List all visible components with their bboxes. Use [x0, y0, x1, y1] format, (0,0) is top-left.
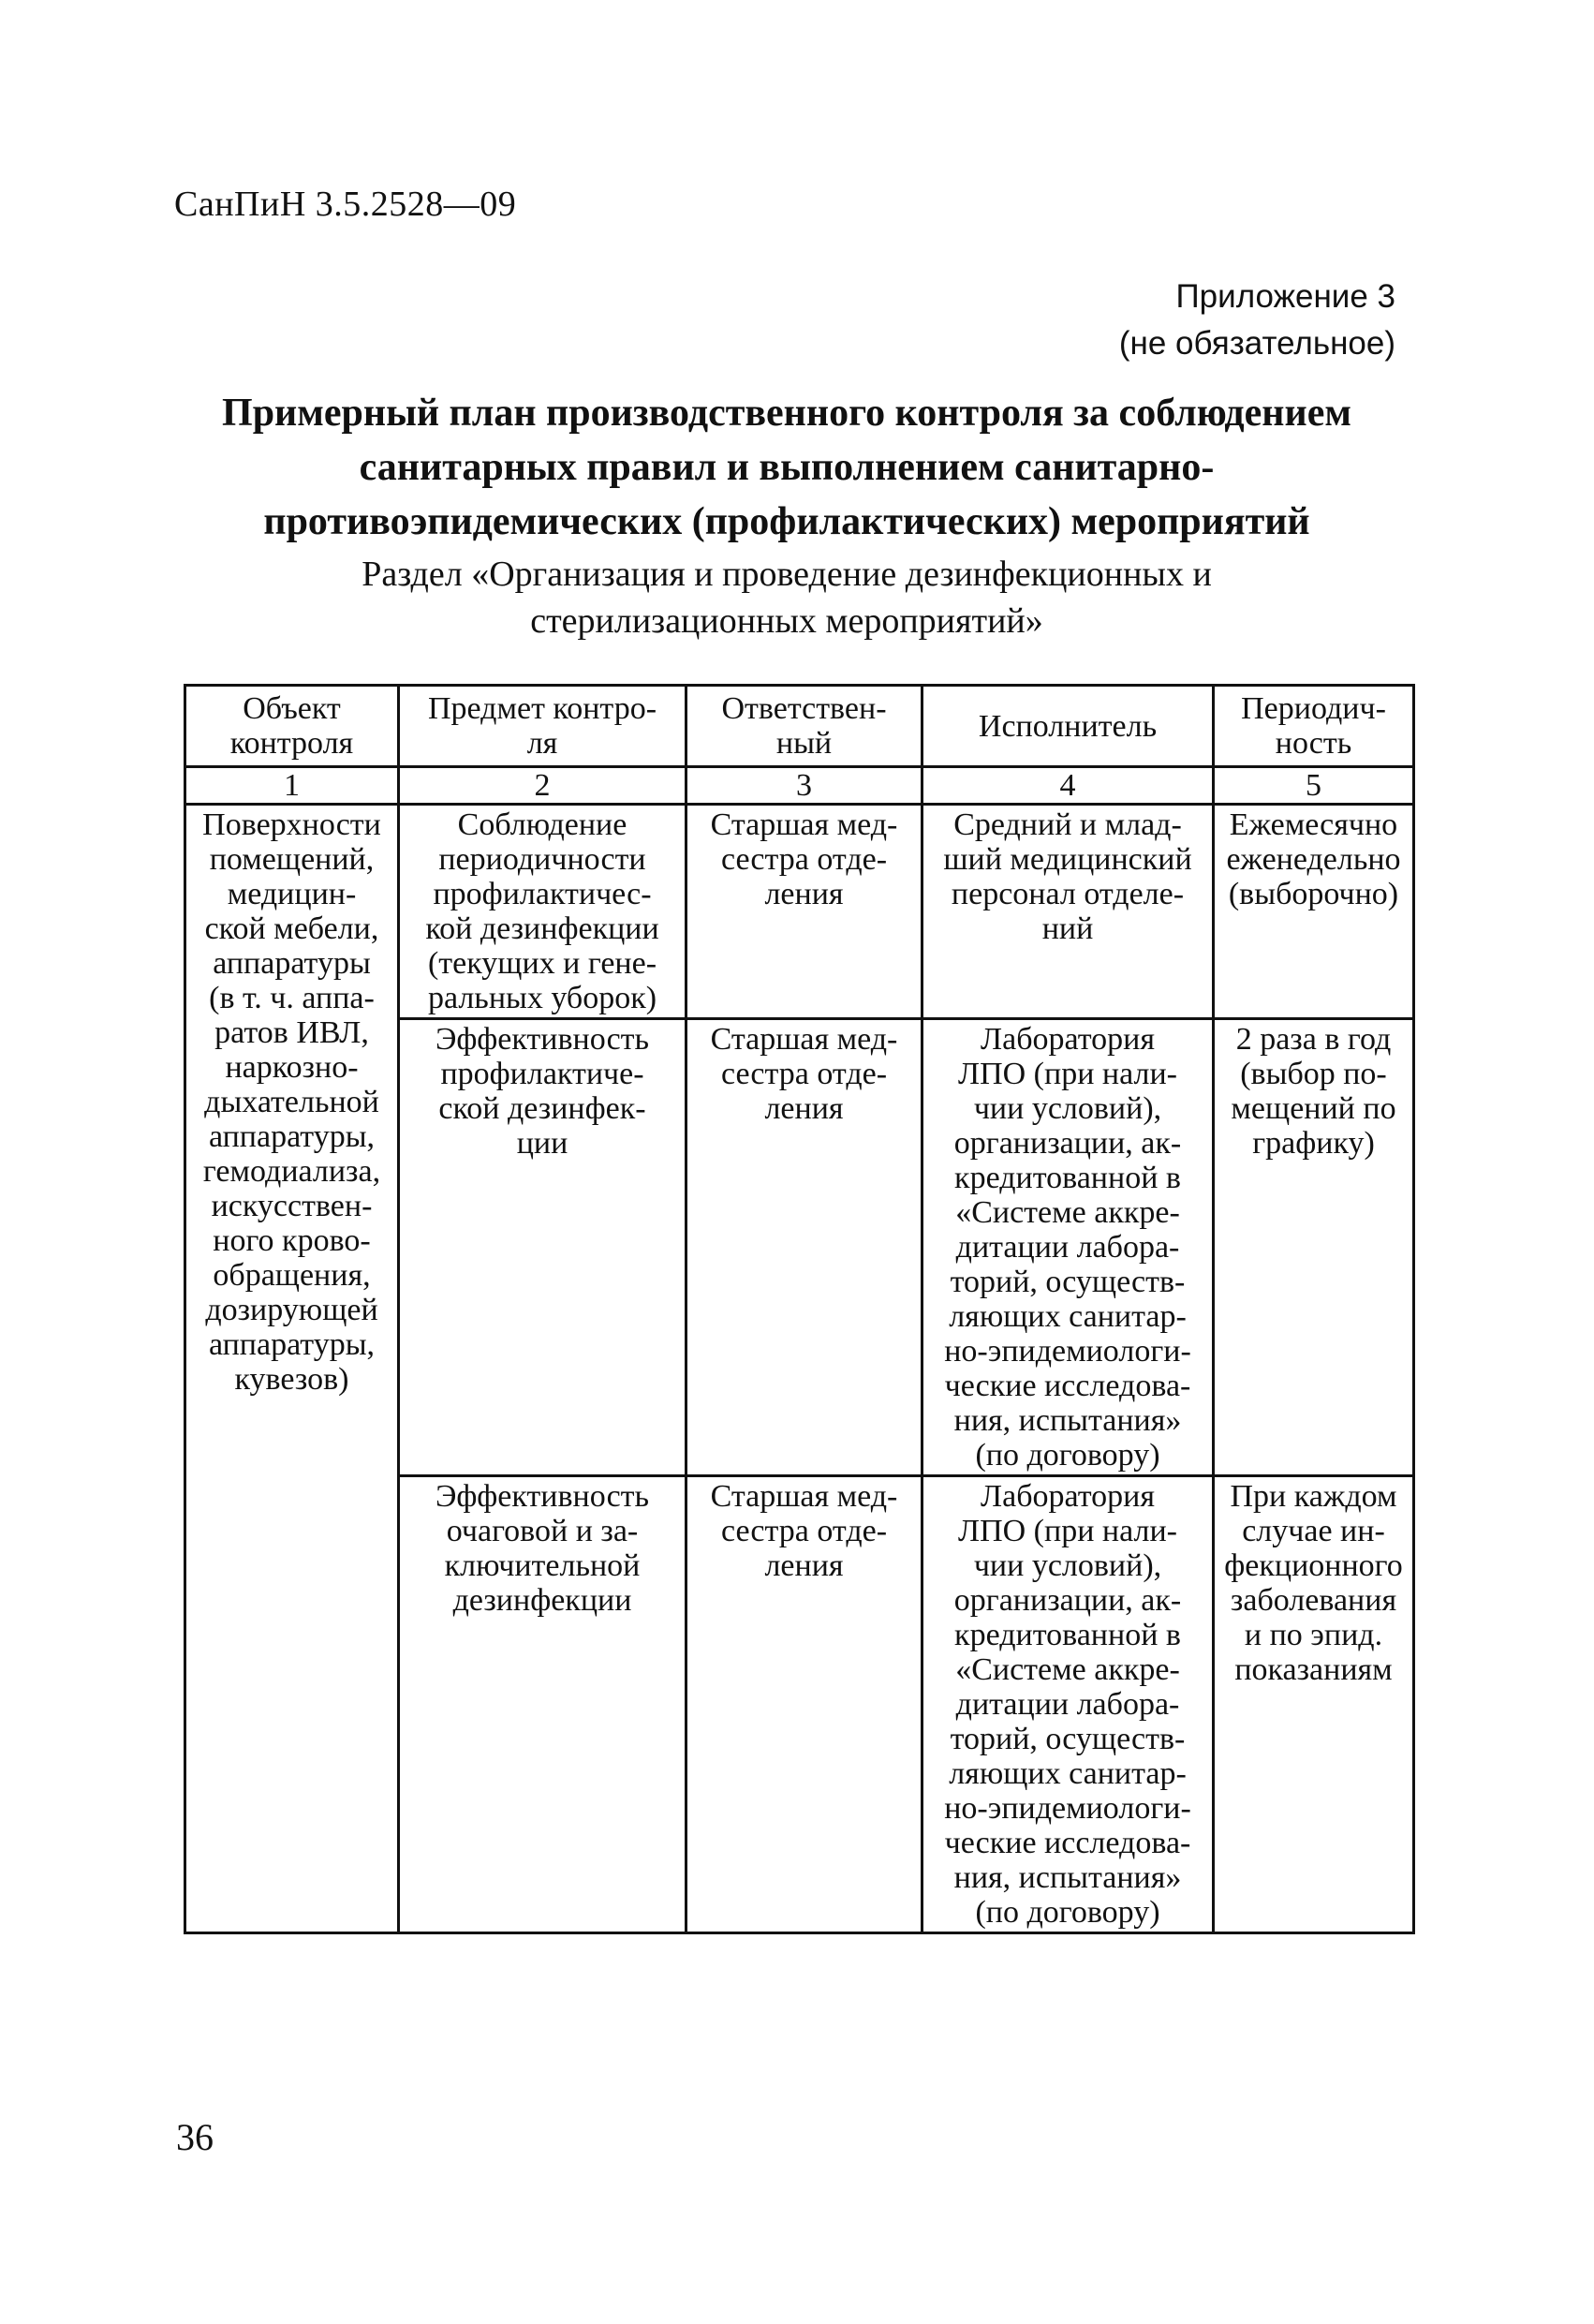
executor-cell	[922, 805, 1214, 1019]
periodicity-cell-line: показаниям	[1234, 1652, 1393, 1687]
executor-cell-line: ния, испытания»	[953, 1403, 1182, 1438]
document-code: СанПиН 3.5.2528—09	[174, 185, 517, 224]
subject-cell-line: дезинфекции	[452, 1583, 632, 1618]
object-cell-line: кувезов)	[234, 1362, 349, 1397]
object-cell-line: дыхательной	[204, 1085, 379, 1119]
section-title	[159, 551, 1414, 644]
title-line-2: санитарных правил и выполнением санитарно-	[359, 446, 1215, 489]
column-header-object-line-2: контроля	[229, 726, 354, 761]
subject-cell-line: ральных уборок)	[427, 981, 657, 1015]
executor-cell-line: чии условий),	[973, 1091, 1162, 1126]
executor-cell-line: Лаборатория	[981, 1479, 1155, 1514]
column-header-subject	[399, 686, 686, 767]
executor-cell-line: ляющих санитар-	[949, 1756, 1187, 1791]
column-header-responsible-line-2: ный	[775, 726, 833, 761]
executor-cell-line: «Системе аккре-	[955, 1652, 1180, 1687]
column-number-3: 3	[686, 767, 922, 805]
column-header-periodicity-line-1: Периодич-	[1241, 691, 1386, 726]
executor-cell	[922, 1019, 1214, 1476]
object-cell-line: помещений,	[209, 842, 375, 877]
periodicity-cell	[1214, 805, 1414, 1019]
object-cell-line: медицин-	[227, 877, 357, 911]
executor-cell-line: ния, испытания»	[953, 1860, 1182, 1895]
executor-cell-line: «Системе аккре-	[955, 1195, 1180, 1230]
column-header-responsible-line-1: Ответствен-	[721, 691, 887, 726]
responsible-cell-line: Старшая мед-	[710, 1479, 898, 1514]
object-cell-line: гемодиализа,	[202, 1154, 381, 1189]
column-header-object-line-1: Объект	[243, 691, 341, 726]
title-line-1: Примерный план производственного контроля за соблюдением	[222, 392, 1351, 435]
subject-cell-line: ции	[516, 1126, 568, 1161]
object-cell-line: Поверхности	[202, 807, 381, 842]
object-cell-line: искусствен-	[211, 1189, 373, 1223]
periodicity-cell-line: и по эпид.	[1244, 1618, 1383, 1652]
periodicity-cell-line: еженедельно	[1226, 842, 1401, 877]
executor-cell-line: ший медицинский	[943, 842, 1192, 877]
responsible-cell-line: сестра отде-	[720, 842, 888, 877]
responsible-cell	[686, 1019, 922, 1476]
responsible-cell-line: ления	[764, 877, 844, 911]
subject-cell-line: профилактичес-	[433, 877, 652, 911]
periodicity-cell-line: Ежемесячно	[1229, 807, 1398, 842]
subject-cell-line: ской дезинфек-	[438, 1091, 646, 1126]
object-cell-line: ской мебели,	[204, 911, 379, 946]
periodicity-cell-line: При каждом	[1230, 1479, 1397, 1514]
document-title	[159, 386, 1414, 549]
periodicity-cell	[1214, 1476, 1414, 1933]
object-cell-line: аппаратуры,	[208, 1327, 376, 1362]
title-line-3: противоэпидемических (профилактических) мероприятий	[263, 500, 1310, 543]
subject-cell-line: (текущих и гене-	[427, 946, 657, 981]
responsible-cell	[686, 805, 922, 1019]
periodicity-cell-line: мещений по	[1231, 1091, 1396, 1126]
periodicity-cell-line: 2 раза в год	[1235, 1022, 1392, 1057]
column-header-periodicity	[1214, 686, 1414, 767]
periodicity-cell-line: (выборочно)	[1228, 877, 1399, 911]
object-cell-line: аппаратуры	[213, 946, 371, 981]
periodicity-cell-line: заболевания	[1230, 1583, 1397, 1618]
executor-cell-line: организации, ак-	[953, 1126, 1182, 1161]
column-number-2: 2	[399, 767, 686, 805]
appendix-number: Приложение 3	[1175, 278, 1395, 315]
column-header-subject-line-2: ля	[526, 726, 558, 761]
column-number-1: 1	[185, 767, 399, 805]
column-header-periodicity-line-2: ность	[1275, 726, 1352, 761]
executor-cell-line: (по договору)	[975, 1895, 1160, 1930]
object-cell-line: ратов ИВЛ,	[214, 1015, 369, 1050]
object-cell-line: ного крово-	[213, 1223, 371, 1258]
responsible-cell-line: Старшая мед-	[710, 807, 898, 842]
control-plan-table	[184, 684, 1415, 1934]
responsible-cell-line: ления	[764, 1091, 844, 1126]
executor-cell-line: кредитованной в	[954, 1618, 1181, 1652]
table-number-row	[185, 767, 1414, 805]
column-number-4: 4	[922, 767, 1214, 805]
table-header-row	[185, 686, 1414, 767]
page-number: 36	[176, 2116, 214, 2158]
subject-cell-line: Эффективность	[435, 1479, 650, 1514]
responsible-cell-line: ления	[764, 1548, 844, 1583]
executor-cell-line: Лаборатория	[981, 1022, 1155, 1057]
executor-cell-line: дитации лабора-	[955, 1687, 1180, 1722]
section-title-line-1: Раздел «Организация и проведение дезинфекционных и	[362, 555, 1212, 594]
subject-cell	[399, 1019, 686, 1476]
section-title-line-2: стерилизационных мероприятий»	[530, 601, 1043, 641]
responsible-cell-line: Старшая мед-	[710, 1022, 898, 1057]
subject-cell	[399, 805, 686, 1019]
object-cell-line: дозирующей	[205, 1293, 378, 1327]
periodicity-cell-line: графику)	[1252, 1126, 1375, 1161]
executor-cell-line: ляющих санитар-	[949, 1299, 1187, 1334]
appendix-status: (не обязательное)	[1118, 325, 1395, 362]
executor-cell-line: чии условий),	[973, 1548, 1162, 1583]
executor-cell-line: ний	[1041, 911, 1094, 946]
executor-cell-line: кредитованной в	[954, 1161, 1181, 1195]
subject-cell-line: профилактиче-	[440, 1057, 644, 1091]
executor-cell-line: торий, осуществ-	[950, 1722, 1186, 1756]
executor-cell-line: ческие исследова-	[944, 1826, 1191, 1860]
object-cell	[185, 805, 399, 1933]
executor-cell-line: организации, ак-	[953, 1583, 1182, 1618]
object-cell-line: (в т. ч. аппа-	[209, 981, 375, 1015]
executor-cell-line: Средний и млад-	[953, 807, 1182, 842]
executor-cell-line: ЛПО (при нали-	[958, 1057, 1177, 1091]
executor-cell-line: но-эпидемиологи-	[944, 1791, 1191, 1826]
object-cell-line: наркозно-	[225, 1050, 359, 1085]
column-header-subject-line-1: Предмет контро-	[427, 691, 657, 726]
subject-cell-line: ключительной	[444, 1548, 641, 1583]
responsible-cell-line: сестра отде-	[720, 1057, 888, 1091]
periodicity-cell-line: случае ин-	[1242, 1514, 1385, 1548]
executor-cell-line: дитации лабора-	[955, 1230, 1180, 1265]
executor-cell-line: торий, осуществ-	[950, 1265, 1186, 1299]
column-header-executor-line-1: Исполнитель	[978, 708, 1158, 744]
subject-cell	[399, 1476, 686, 1933]
periodicity-cell-line: (выбор по-	[1240, 1057, 1387, 1091]
executor-cell-line: ЛПО (при нали-	[958, 1514, 1177, 1548]
column-header-responsible	[686, 686, 922, 767]
subject-cell-line: Эффективность	[435, 1022, 650, 1057]
object-cell-line: аппаратуры,	[208, 1119, 376, 1154]
column-header-object	[185, 686, 399, 767]
executor-cell-line: (по договору)	[975, 1438, 1160, 1473]
periodicity-cell-line: фекционного	[1224, 1548, 1403, 1583]
subject-cell-line: периодичности	[438, 842, 646, 877]
column-number-5: 5	[1214, 767, 1414, 805]
executor-cell	[922, 1476, 1214, 1933]
executor-cell-line: ческие исследова-	[944, 1369, 1191, 1403]
subject-cell-line: очаговой и за-	[446, 1514, 639, 1548]
table-row	[185, 805, 1414, 1019]
subject-cell-line: Соблюдение	[457, 807, 627, 842]
object-cell-line: обращения,	[213, 1258, 371, 1293]
responsible-cell-line: сестра отде-	[720, 1514, 888, 1548]
column-header-executor	[922, 686, 1214, 767]
periodicity-cell	[1214, 1019, 1414, 1476]
executor-cell-line: персонал отделе-	[951, 877, 1185, 911]
executor-cell-line: но-эпидемиологи-	[944, 1334, 1191, 1369]
responsible-cell	[686, 1476, 922, 1933]
appendix-label	[1119, 274, 1395, 367]
subject-cell-line: кой дезинфекции	[425, 911, 659, 946]
